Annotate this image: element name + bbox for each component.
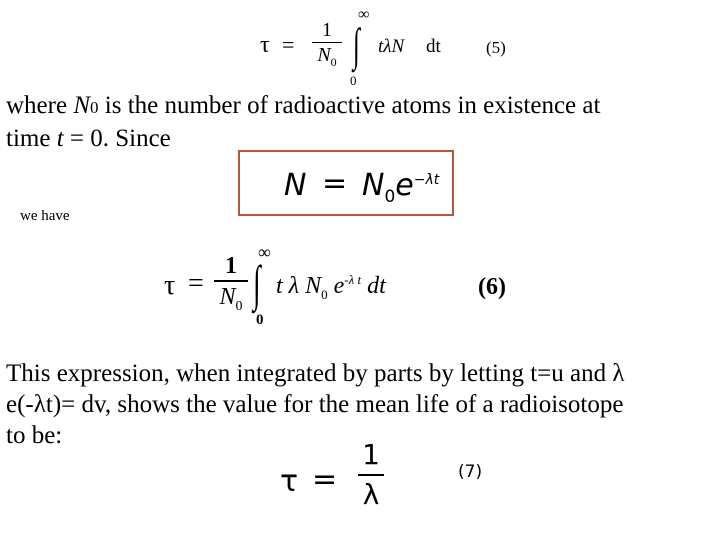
eq5-numerator: 1 [322, 19, 332, 41]
boxed-eq-base: e [395, 168, 414, 203]
eq5-fraction [312, 18, 342, 74]
eq6-exponent: -λ t [344, 272, 362, 287]
para1-var-N-sub: 0 [90, 98, 99, 117]
eq7-fraction [358, 436, 384, 514]
eq6-denominator-sub: 0 [235, 298, 243, 314]
eq7-tau: τ [280, 464, 299, 499]
eq6-differential: dt [367, 273, 386, 299]
paragraph-2-line-1: This expression, when integrated by parts by letting t=u and λ [6, 360, 625, 387]
equation-7 [276, 436, 506, 522]
eq6-integral-sign: ∫ [253, 255, 261, 311]
eq5-integral-sign: ∫ [352, 19, 360, 70]
eq6-integrand [276, 272, 386, 303]
eq6-base: e [333, 273, 345, 299]
para1-var-N: N [73, 92, 91, 119]
eq5-integrand: tλN [378, 36, 405, 57]
eq6-integrand-text: t λ N [276, 273, 322, 299]
para1-text-a: where [6, 92, 74, 119]
eq7-numerator: 1 [362, 438, 380, 471]
eq5-differential: dt [426, 36, 441, 57]
para1-text-c: time [6, 125, 57, 152]
eq6-tau: τ [164, 270, 176, 301]
paragraph-1 [6, 90, 706, 154]
boxed-eq-lhs: N [284, 168, 307, 203]
eq5-lower-limit: 0 [350, 73, 357, 88]
eq5-number: (5) [486, 38, 506, 57]
para1-var-t: t [56, 125, 64, 152]
eq6-fraction [214, 252, 248, 322]
eq6-numerator: 1 [225, 253, 237, 279]
eq7-equals: = [312, 462, 338, 497]
equation-6 [160, 244, 540, 332]
eq7-denominator: λ [362, 478, 380, 511]
boxed-eq-rhs-N: N [362, 168, 385, 203]
eq6-upper-limit: ∞ [258, 242, 271, 262]
boxed-eq-rhs-sub: 0 [384, 187, 396, 207]
eq6-number: (6) [478, 274, 506, 300]
eq5-tau: τ [260, 32, 270, 58]
paragraph-2-line-3: to be: [6, 422, 63, 449]
eq6-denominator: N [219, 284, 236, 310]
paragraph-2-line-2: e(-λt)= dv, shows the value for the mean life of a radioisotope [6, 391, 624, 418]
paragraph-1-line-1 [6, 90, 706, 123]
we-have-label: we have [20, 208, 70, 224]
boxed-eq-equals: = [322, 166, 348, 201]
eq5-denominator: N [317, 44, 331, 66]
boxed-eq-exponent: −λt [413, 172, 440, 188]
boxed-eq-rhs [362, 168, 439, 207]
eq5-equals: = [282, 32, 295, 57]
eq7-number: (7) [458, 462, 483, 482]
eq6-integrand-sub: 0 [321, 286, 328, 302]
para1-text-d: = 0. Since [63, 125, 171, 152]
eq6-lower-limit: 0 [256, 312, 264, 328]
para1-text-b: is the number of radioactive atoms in existence at [98, 92, 601, 119]
eq5-upper-limit: ∞ [358, 6, 370, 23]
eq6-equals: = [188, 268, 204, 299]
decay-law-equation-box [238, 150, 454, 216]
eq5-denominator-sub: 0 [330, 55, 337, 69]
equation-5 [258, 8, 528, 88]
